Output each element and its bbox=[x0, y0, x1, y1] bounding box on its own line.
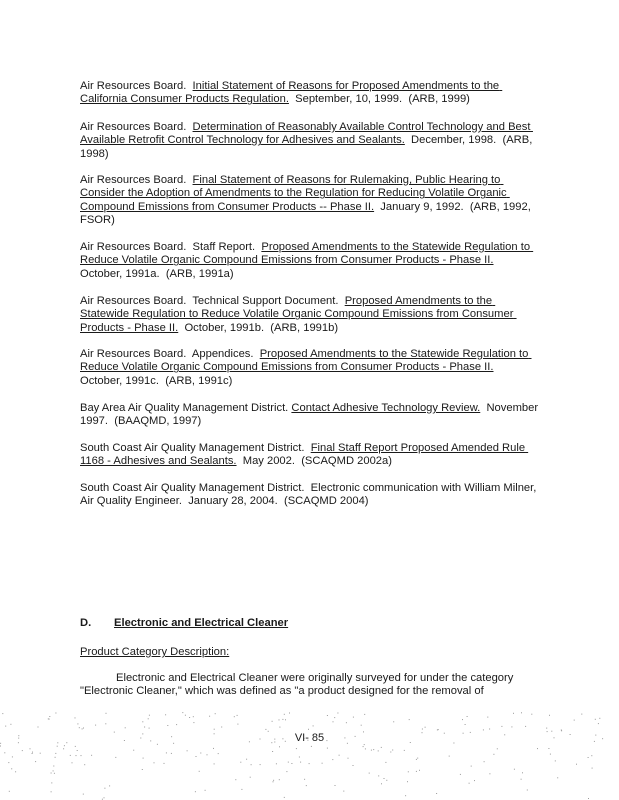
noise-speck bbox=[144, 727, 145, 728]
noise-speck bbox=[196, 756, 197, 757]
noise-speck bbox=[143, 758, 144, 759]
noise-speck bbox=[378, 750, 379, 751]
reference-entry bbox=[80, 121, 540, 161]
noise-speck bbox=[109, 785, 110, 786]
noise-speck bbox=[548, 748, 549, 749]
noise-speck bbox=[339, 755, 340, 756]
reference-text: Air Resources Board. bbox=[80, 80, 193, 92]
noise-speck bbox=[284, 797, 285, 798]
noise-speck bbox=[306, 785, 307, 786]
noise-speck bbox=[353, 765, 354, 766]
noise-speck bbox=[300, 762, 301, 763]
noise-speck bbox=[474, 780, 475, 781]
noise-speck bbox=[55, 713, 56, 714]
noise-speck bbox=[279, 746, 280, 747]
reference-text: Air Resources Board. Staff Report. bbox=[80, 241, 262, 253]
noise-speck bbox=[511, 726, 512, 727]
noise-speck bbox=[55, 757, 56, 758]
noise-speck bbox=[125, 727, 126, 728]
reference-entry bbox=[80, 80, 540, 107]
noise-speck bbox=[408, 771, 409, 772]
noise-speck bbox=[361, 725, 362, 726]
noise-speck bbox=[437, 729, 438, 730]
noise-speck bbox=[493, 754, 494, 755]
noise-speck bbox=[588, 798, 589, 799]
noise-speck bbox=[561, 730, 562, 731]
noise-speck bbox=[555, 760, 556, 761]
noise-speck bbox=[35, 761, 36, 762]
noise-speck bbox=[335, 785, 336, 786]
noise-speck bbox=[313, 725, 314, 726]
noise-speck bbox=[285, 719, 286, 720]
reference-title: Proposed Amendments to the Statewide Regulation to Reduce Volatile Organic Compound Emissions from Consumer Products - Phase II. bbox=[80, 348, 532, 374]
reference-text: South Coast Air Quality Management District. Electronic communication with William Milner, Air Quality Engineer. January 28, 2004. (SCAQMD 2004) bbox=[80, 482, 539, 508]
noise-speck bbox=[546, 728, 547, 729]
noise-speck bbox=[489, 729, 490, 730]
noise-speck bbox=[273, 780, 274, 781]
noise-speck bbox=[550, 754, 551, 755]
scan-noise bbox=[0, 712, 619, 800]
noise-speck bbox=[154, 762, 155, 763]
noise-speck bbox=[149, 715, 150, 716]
noise-speck bbox=[171, 753, 172, 754]
body-paragraph: Electronic and Electrical Cleaner were originally surveyed for under the category "Electronic Cleaner," which was defined as "a product designed for the removal of bbox=[80, 672, 514, 698]
noise-speck bbox=[404, 750, 405, 751]
noise-speck bbox=[55, 753, 56, 754]
noise-speck bbox=[10, 724, 11, 725]
noise-speck bbox=[209, 716, 210, 717]
noise-speck bbox=[273, 781, 274, 782]
noise-speck bbox=[2, 713, 3, 714]
noise-speck bbox=[22, 750, 23, 751]
noise-speck bbox=[218, 753, 219, 754]
reference-entry bbox=[80, 442, 540, 469]
reference-title: Contact Adhesive Technology Review. bbox=[291, 402, 481, 414]
noise-speck bbox=[471, 766, 472, 767]
noise-speck bbox=[343, 791, 344, 792]
noise-speck bbox=[215, 713, 216, 714]
noise-speck bbox=[364, 714, 365, 715]
noise-speck bbox=[386, 780, 387, 781]
reference-entry bbox=[80, 402, 540, 429]
noise-speck bbox=[449, 756, 450, 757]
noise-speck bbox=[416, 759, 417, 760]
noise-speck bbox=[63, 748, 64, 749]
noise-speck bbox=[296, 748, 297, 749]
noise-speck bbox=[51, 773, 52, 774]
noise-speck bbox=[483, 729, 484, 730]
noise-speck bbox=[284, 714, 285, 715]
section-heading bbox=[80, 616, 288, 630]
noise-speck bbox=[53, 770, 54, 771]
noise-speck bbox=[30, 748, 31, 749]
noise-speck bbox=[5, 726, 6, 727]
noise-speck bbox=[142, 769, 143, 770]
noise-speck bbox=[371, 750, 372, 751]
noise-speck bbox=[390, 752, 391, 753]
noise-speck bbox=[32, 752, 33, 753]
noise-speck bbox=[64, 745, 65, 746]
noise-speck bbox=[265, 729, 266, 730]
noise-speck bbox=[189, 717, 190, 718]
noise-speck bbox=[167, 725, 168, 726]
reference-text: South Coast Air Quality Management District. bbox=[80, 442, 311, 454]
noise-speck bbox=[525, 726, 526, 727]
noise-speck bbox=[185, 715, 186, 716]
noise-speck bbox=[164, 763, 165, 764]
noise-speck bbox=[54, 773, 55, 774]
noise-speck bbox=[57, 746, 58, 747]
noise-speck bbox=[299, 757, 300, 758]
noise-speck bbox=[384, 778, 385, 779]
noise-speck bbox=[95, 725, 96, 726]
noise-speck bbox=[213, 748, 214, 749]
noise-speck bbox=[0, 746, 1, 747]
noise-speck bbox=[373, 749, 374, 750]
noise-speck bbox=[311, 746, 312, 747]
reference-title: Determination of Reasonably Available Control Technology and Best Available Retrofit Control Technology for Adhesives and Sealants. bbox=[80, 121, 533, 147]
noise-speck bbox=[237, 724, 238, 725]
noise-speck bbox=[557, 777, 558, 778]
noise-speck bbox=[165, 714, 166, 715]
noise-speck bbox=[272, 721, 273, 722]
noise-speck bbox=[460, 774, 461, 775]
noise-speck bbox=[521, 779, 522, 780]
noise-speck bbox=[91, 755, 92, 756]
noise-speck bbox=[513, 713, 514, 714]
noise-speck bbox=[286, 771, 287, 772]
noise-speck bbox=[199, 771, 200, 772]
noise-speck bbox=[81, 755, 82, 756]
noise-speck bbox=[531, 714, 532, 715]
noise-speck bbox=[337, 713, 338, 714]
noise-speck bbox=[465, 724, 466, 725]
reference-text: December, 1998. (ARB, 1998) bbox=[80, 134, 536, 160]
reference-entry bbox=[80, 348, 540, 388]
noise-speck bbox=[32, 753, 33, 754]
noise-speck bbox=[425, 727, 426, 728]
noise-speck bbox=[407, 781, 408, 782]
noise-speck bbox=[142, 721, 143, 722]
noise-speck bbox=[200, 753, 201, 754]
noise-speck bbox=[182, 712, 183, 713]
reference-text: Air Resources Board. bbox=[80, 121, 193, 133]
noise-speck bbox=[77, 750, 78, 751]
reference-title: Proposed Amendments to the Statewide Regulation to Reduce Volatile Organic Compound Emissions from Consumer Products - Phase II. bbox=[80, 241, 534, 267]
noise-speck bbox=[235, 779, 236, 780]
noise-speck bbox=[467, 716, 468, 717]
noise-speck bbox=[348, 758, 349, 759]
noise-speck bbox=[574, 720, 575, 721]
noise-speck bbox=[521, 712, 522, 713]
noise-speck bbox=[591, 755, 592, 756]
noise-speck bbox=[193, 722, 194, 723]
noise-speck bbox=[385, 762, 386, 763]
reference-title: Initial Statement of Reasons for Proposed Amendments to the California Consumer Products Regulation. bbox=[80, 80, 503, 106]
noise-speck bbox=[288, 762, 289, 763]
section-title: Electronic and Electrical Cleaner bbox=[114, 617, 289, 629]
noise-speck bbox=[148, 718, 149, 719]
noise-speck bbox=[40, 753, 41, 754]
noise-speck bbox=[276, 763, 277, 764]
noise-speck bbox=[364, 744, 365, 745]
noise-speck bbox=[166, 752, 167, 753]
noise-speck bbox=[234, 716, 235, 717]
noise-speck bbox=[187, 750, 188, 751]
noise-speck bbox=[291, 763, 292, 764]
page-number: VI- 85 bbox=[294, 732, 325, 744]
reference-text: October, 1991c. (ARB, 1991c) bbox=[80, 361, 500, 387]
noise-speck bbox=[240, 762, 241, 763]
noise-speck bbox=[381, 783, 382, 784]
noise-speck bbox=[346, 722, 347, 723]
section-letter: D. bbox=[80, 617, 92, 629]
noise-speck bbox=[522, 772, 523, 773]
noise-speck bbox=[251, 764, 252, 765]
noise-speck bbox=[241, 789, 242, 790]
noise-speck bbox=[75, 717, 76, 718]
noise-speck bbox=[469, 783, 470, 784]
noise-speck bbox=[598, 723, 599, 724]
noise-speck bbox=[51, 782, 52, 783]
reference-text: November 1997. (BAAQMD, 1997) bbox=[80, 402, 542, 428]
noise-speck bbox=[106, 713, 107, 714]
noise-speck bbox=[279, 719, 280, 720]
noise-speck bbox=[462, 719, 463, 720]
noise-speck bbox=[381, 747, 382, 748]
noise-speck bbox=[334, 717, 335, 718]
noise-speck bbox=[308, 729, 309, 730]
noise-speck bbox=[378, 775, 379, 776]
noise-speck bbox=[4, 752, 5, 753]
noise-speck bbox=[49, 716, 50, 717]
noise-speck bbox=[392, 750, 393, 751]
noise-speck bbox=[409, 719, 410, 720]
noise-speck bbox=[11, 768, 12, 769]
noise-speck bbox=[115, 757, 116, 758]
noise-speck bbox=[489, 773, 490, 774]
noise-speck bbox=[149, 728, 150, 729]
noise-speck bbox=[133, 750, 134, 751]
noise-speck bbox=[8, 762, 9, 763]
noise-speck bbox=[193, 716, 194, 717]
noise-speck bbox=[436, 793, 437, 794]
noise-speck bbox=[82, 728, 83, 729]
noise-speck bbox=[595, 719, 596, 720]
noise-speck bbox=[497, 748, 498, 749]
reference-entry bbox=[80, 241, 540, 281]
reference-entry bbox=[80, 295, 540, 335]
reference-entry bbox=[80, 174, 540, 228]
noise-speck bbox=[70, 755, 71, 756]
noise-speck bbox=[416, 771, 417, 772]
reference-text: September, 10, 1999. (ARB, 1999) bbox=[288, 93, 470, 106]
reference-title: Proposed Amendments to the Statewide Regulation to Reduce Volatile Organic Compound Emissions from Consumer Products - Phase II. bbox=[80, 295, 517, 334]
noise-speck bbox=[207, 754, 208, 755]
noise-speck bbox=[333, 721, 334, 722]
noise-speck bbox=[15, 771, 16, 772]
noise-speck bbox=[105, 723, 106, 724]
noise-speck bbox=[279, 727, 280, 728]
reference-title: Final Staff Report Proposed Amended Rule 1168 - Adhesives and Sealants. bbox=[80, 442, 529, 468]
noise-speck bbox=[365, 748, 366, 749]
noise-speck bbox=[501, 726, 502, 727]
reference-text: Bay Area Air Quality Management District. bbox=[80, 402, 292, 414]
noise-speck bbox=[393, 721, 394, 722]
noise-speck bbox=[363, 746, 364, 747]
noise-speck bbox=[260, 764, 261, 765]
noise-speck bbox=[104, 797, 105, 798]
noise-speck bbox=[576, 764, 577, 765]
noise-speck bbox=[417, 758, 418, 759]
noise-speck bbox=[214, 763, 215, 764]
reference-text: Air Resources Board. Appendices. bbox=[80, 348, 260, 360]
noise-speck bbox=[76, 755, 77, 756]
noise-speck bbox=[104, 788, 105, 789]
noise-speck bbox=[592, 768, 593, 769]
noise-speck bbox=[588, 757, 589, 758]
noise-speck bbox=[599, 718, 600, 719]
noise-speck bbox=[9, 791, 10, 792]
noise-speck bbox=[250, 777, 251, 778]
reference-text: January 9, 1992. (ARB, 1992, FSOR) bbox=[80, 200, 534, 227]
noise-speck bbox=[205, 790, 206, 791]
noise-speck bbox=[405, 795, 406, 796]
noise-speck bbox=[195, 791, 196, 792]
noise-speck bbox=[322, 763, 323, 764]
noise-speck bbox=[75, 746, 76, 747]
noise-speck bbox=[84, 764, 85, 765]
noise-speck bbox=[51, 791, 52, 792]
noise-speck bbox=[527, 790, 528, 791]
noise-speck bbox=[537, 748, 538, 749]
noise-speck bbox=[332, 759, 333, 760]
noise-speck bbox=[272, 751, 273, 752]
noise-speck bbox=[309, 763, 310, 764]
reference-entry bbox=[80, 482, 540, 509]
noise-speck bbox=[72, 762, 73, 763]
reference-text: Air Resources Board. bbox=[80, 174, 193, 186]
reference-title: Final Statement of Reasons for Rulemaking, Public Hearing to Consider the Adoption of Amendments to the Regulation for Reducing Volatile Organic Compound Emissions from Consumer Products -- Phase II. bbox=[80, 174, 510, 213]
noise-speck bbox=[83, 794, 84, 795]
noise-speck bbox=[487, 717, 488, 718]
noise-speck bbox=[279, 779, 280, 780]
noise-speck bbox=[48, 718, 49, 719]
noise-speck bbox=[38, 727, 39, 728]
noise-speck bbox=[282, 719, 283, 720]
noise-speck bbox=[246, 759, 247, 760]
noise-speck bbox=[176, 724, 177, 725]
noise-speck bbox=[214, 729, 215, 730]
noise-speck bbox=[422, 729, 423, 730]
noise-speck bbox=[237, 715, 238, 716]
noise-speck bbox=[77, 723, 78, 724]
reference-text: Air Resources Board. Technical Support Document. bbox=[80, 295, 345, 307]
reference-text: October, 1991b. (ARB, 1991b) bbox=[178, 321, 339, 334]
noise-speck bbox=[369, 773, 370, 774]
noise-speck bbox=[221, 727, 222, 728]
subheading: Product Category Description: bbox=[80, 646, 230, 658]
noise-speck bbox=[419, 770, 420, 771]
noise-speck bbox=[53, 766, 54, 767]
reference-text: May 2002. (SCAQMD 2002a) bbox=[236, 455, 392, 468]
noise-speck bbox=[514, 769, 515, 770]
noise-speck bbox=[484, 761, 485, 762]
noise-speck bbox=[327, 715, 328, 716]
noise-speck bbox=[289, 713, 290, 714]
noise-speck bbox=[353, 717, 354, 718]
noise-speck bbox=[12, 756, 13, 757]
noise-speck bbox=[79, 727, 80, 728]
noise-speck bbox=[83, 728, 84, 729]
noise-speck bbox=[549, 715, 550, 716]
noise-speck bbox=[327, 748, 328, 749]
noise-speck bbox=[304, 779, 305, 780]
reference-text: October, 1991a. (ARB, 1991a) bbox=[80, 254, 500, 280]
noise-speck bbox=[581, 714, 582, 715]
